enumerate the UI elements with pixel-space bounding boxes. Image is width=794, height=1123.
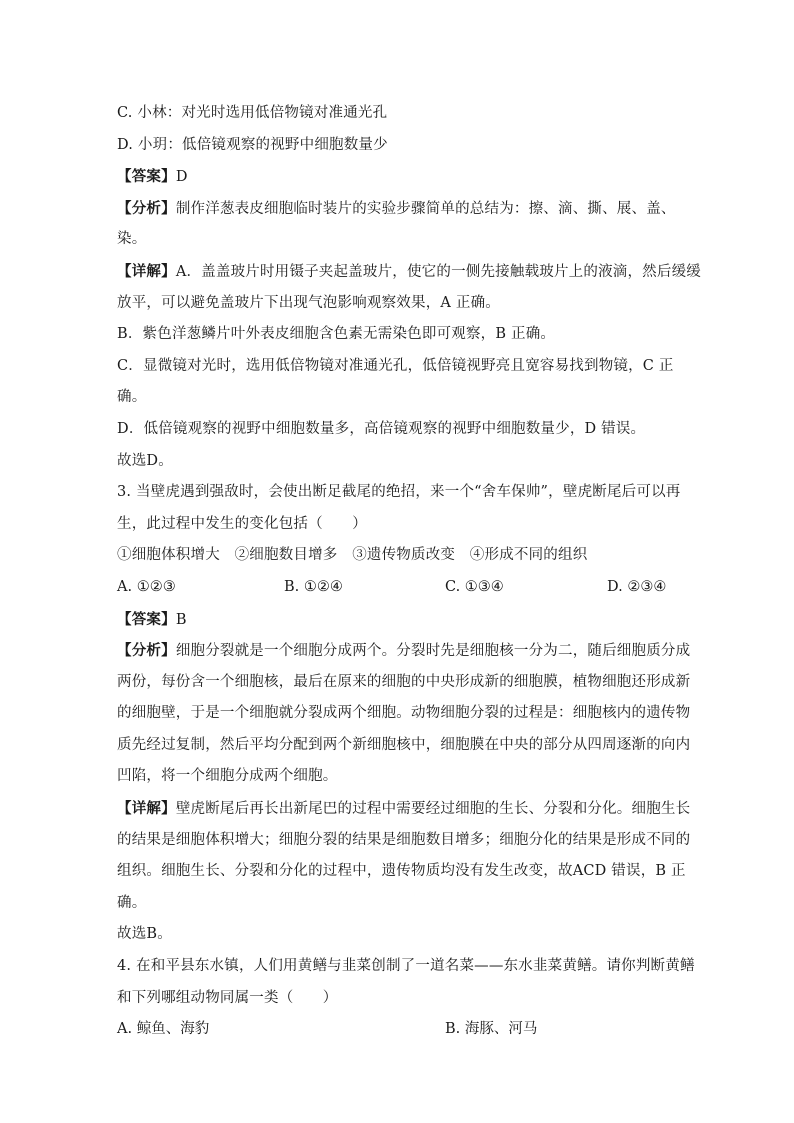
q2-analysis-line [117,193,677,225]
detail-tag: 【详解】 [117,262,176,280]
q3-options [117,572,677,604]
q3-analysis-line: 两份，每份含一个细胞核，最后在原来的细胞的中央形成新的细胞膜，植物细胞还形成新 [117,673,691,690]
detail-text: A．盖盖玻片时用镊子夹起盖玻片，使它的一侧先接触载玻片上的液滴，然后缓缓 [175,263,701,280]
q2-option-c: C. 小林：对光时选用低倍物镜对准通光孔 [117,105,388,121]
analysis-text: 细胞分裂就是一个细胞分成两个。分裂时先是细胞核一分为二，随后细胞质分成 [175,643,691,660]
q3-items: ①细胞体积增大 ②细胞数目增多 ③遗传物质改变 ④形成不同的组织 [117,547,588,564]
q3-detail-line: 组织。细胞生长、分裂和分化的过程中，遗传物质均没有发生改变，故ACD 错误，B 正 [117,863,686,880]
q3-detail-line [117,793,691,825]
analysis-text: 制作洋葱表皮细胞临时装片的实验步骤简单的总结为：擦、滴、撕、展、盖、 [175,200,676,217]
q2-option-d: D. 小玥：低倍镜观察的视野中细胞数量少 [117,136,388,153]
q2-detail-line: 确。 [117,389,147,406]
q2-detail-line: D．低倍镜观察的视野中细胞数量多，高倍镜观察的视野中细胞数量少，D 错误。 [117,420,646,437]
q2-detail-line: C．显微镜对光时，选用低倍物镜对准通光孔，低倍镜视野亮且宽容易找到物镜，C 正 [117,357,674,374]
q3-analysis-line: 凹陷，将一个细胞分成两个细胞。 [117,768,338,785]
answer-value: B [175,611,187,628]
answer-tag: 【答案】 [117,610,176,628]
answer-value: D [175,169,188,186]
q2-conclusion: 故选D。 [117,452,173,469]
q2-detail-line: 放平，可以避免盖玻片下出现气泡影响观察效果，A 正确。 [117,294,500,311]
q4-stem: 4. 在和平县东水镇，人们用黄鳝与韭菜创制了一道名菜——东水韭菜黄鳝。请你判断黄鳝 [117,958,695,975]
detail-tag: 【详解】 [117,800,176,818]
q2-detail-line [117,256,701,288]
q3-stem: 3. 当壁虎遇到强敌时，会使出断足截尾的绝招，来一个“舍车保帅”，壁虎断尾后可以再 [117,484,681,501]
q3-analysis-line [117,635,691,667]
analysis-tag: 【分析】 [117,199,176,217]
q3-detail-line: 确。 [117,894,147,911]
q3-option-b: B. ①②④ [284,578,343,595]
answer-tag: 【答案】 [117,168,176,186]
q4-options [117,1014,677,1046]
q3-analysis-line: 质先经过复制，然后平均分配到两个新细胞核中，细胞膜在中央的部分从四周逐渐的向内 [117,736,691,753]
q3-conclusion: 故选B。 [117,926,172,943]
q3-stem: 生，此过程中发生的变化包括（ ） [117,515,367,532]
q3-analysis-line: 的细胞壁，于是一个细胞就分裂成两个细胞。动物细胞分裂的过程是：细胞核内的遗传物 [117,705,691,722]
q3-option-d: D. ②③④ [607,578,667,595]
q4-stem: 和下列哪组动物同属一类（ ） [117,989,338,1006]
q3-option-a: A. ①②③ [117,578,176,595]
q2-answer [117,161,677,193]
q2-analysis-line: 染。 [117,231,147,248]
detail-text: 壁虎断尾后再长出新尾巴的过程中需要经过细胞的生长、分裂和分化。细胞生长 [175,801,691,818]
q4-option-b: B. 海豚、河马 [445,1021,538,1038]
q3-detail-line: 的结果是细胞体积增大；细胞分裂的结果是细胞数目增多；细胞分化的结果是形成不同的 [117,831,691,848]
q4-option-a: A. 鲸鱼、海豹 [117,1021,210,1038]
q2-detail-line: B．紫色洋葱鳞片叶外表皮细胞含色素无需染色即可观察，B 正确。 [117,326,556,343]
q3-answer [117,604,677,636]
analysis-tag: 【分析】 [117,642,176,660]
document-page [117,98,701,1046]
q3-option-c: C. ①③④ [445,578,504,595]
